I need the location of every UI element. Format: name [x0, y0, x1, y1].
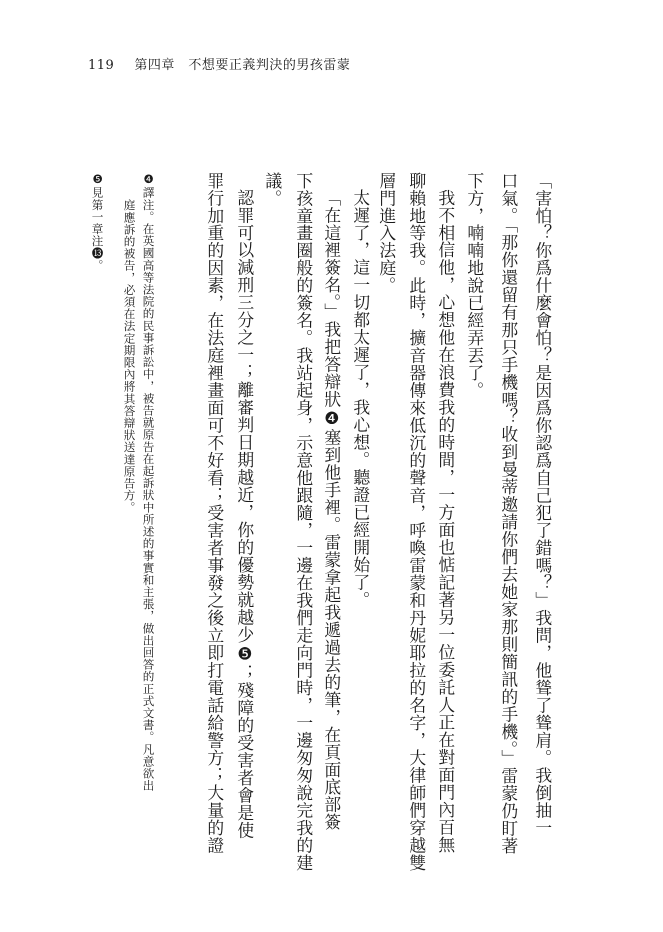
footnote-marker: ❹ — [141, 172, 156, 187]
running-header — [88, 54, 350, 73]
footnote-text: 見第一章注⓭。 — [90, 186, 105, 272]
text-line: 太遲了，這一切都太遲了，我心想。聽證已經開始了。 — [350, 189, 371, 609]
footnote-4-cont: 庭應訴的被告，必須在法定期限內將其答辯狀送達原告方。 — [122, 199, 137, 514]
text-line: 議。 — [262, 172, 283, 207]
page-number: 119 — [88, 58, 115, 73]
footnote-marker: ❺ — [90, 172, 105, 187]
text-line: 聊賴地等我。此時，擴音器傳來低沉的聲音，呼喚雷蒙和丹妮耶拉的名字，大律師們穿越雙 — [406, 172, 427, 872]
text-line: 下孩童畫圈般的簽名。我站起身，示意他跟隨，一邊在我們走向門時，一邊匆匆說完我的建 — [293, 172, 314, 872]
text-line: 口氣。「那你還留有那只手機嗎？收到曼蒂邀請你們去她家那則簡訊的手機。」雷蒙仍盯著 — [498, 172, 519, 855]
text-line: 我不相信他，心想他在浪費我的時間，一方面也惦記著另一位委託人正在對面門內百無 — [435, 189, 456, 854]
footnote-text: 譯注。在英國高等法院的民事訴訟中，被告就原告在起訴狀中所述的事實和主張，做出回答的正式文書。凡意欲出 — [141, 186, 156, 792]
text-line: 下方，喃喃地說已經弄丟了。 — [464, 172, 485, 400]
text-line: 「在這裡簽名。」我把答辯狀❹塞到他手裡。雷蒙拿起我遞過去的筆，在頁面底部簽 — [321, 189, 342, 831]
footnote-4 — [142, 172, 154, 792]
footnote-5 — [91, 172, 103, 271]
text-line: 「害怕？你爲什麼會怕？是因爲你認爲自己犯了錯嗎？」我問，他聳了聳肩。我倒抽一 — [532, 172, 553, 837]
text-line: 罪行加重的因素，在法庭裡畫面可不好看；受害者事發之後立即打電話給警方；大量的證 — [204, 172, 225, 855]
text-line: 層門進入法庭。 — [376, 172, 397, 295]
text-line: 認罪可以減刑三分之一；離審判日期越近，你的優勢就越少❺；殘障的受害者會是使 — [234, 189, 255, 840]
chapter-title: 第四章 不想要正義判決的男孩雷蒙 — [134, 58, 351, 73]
